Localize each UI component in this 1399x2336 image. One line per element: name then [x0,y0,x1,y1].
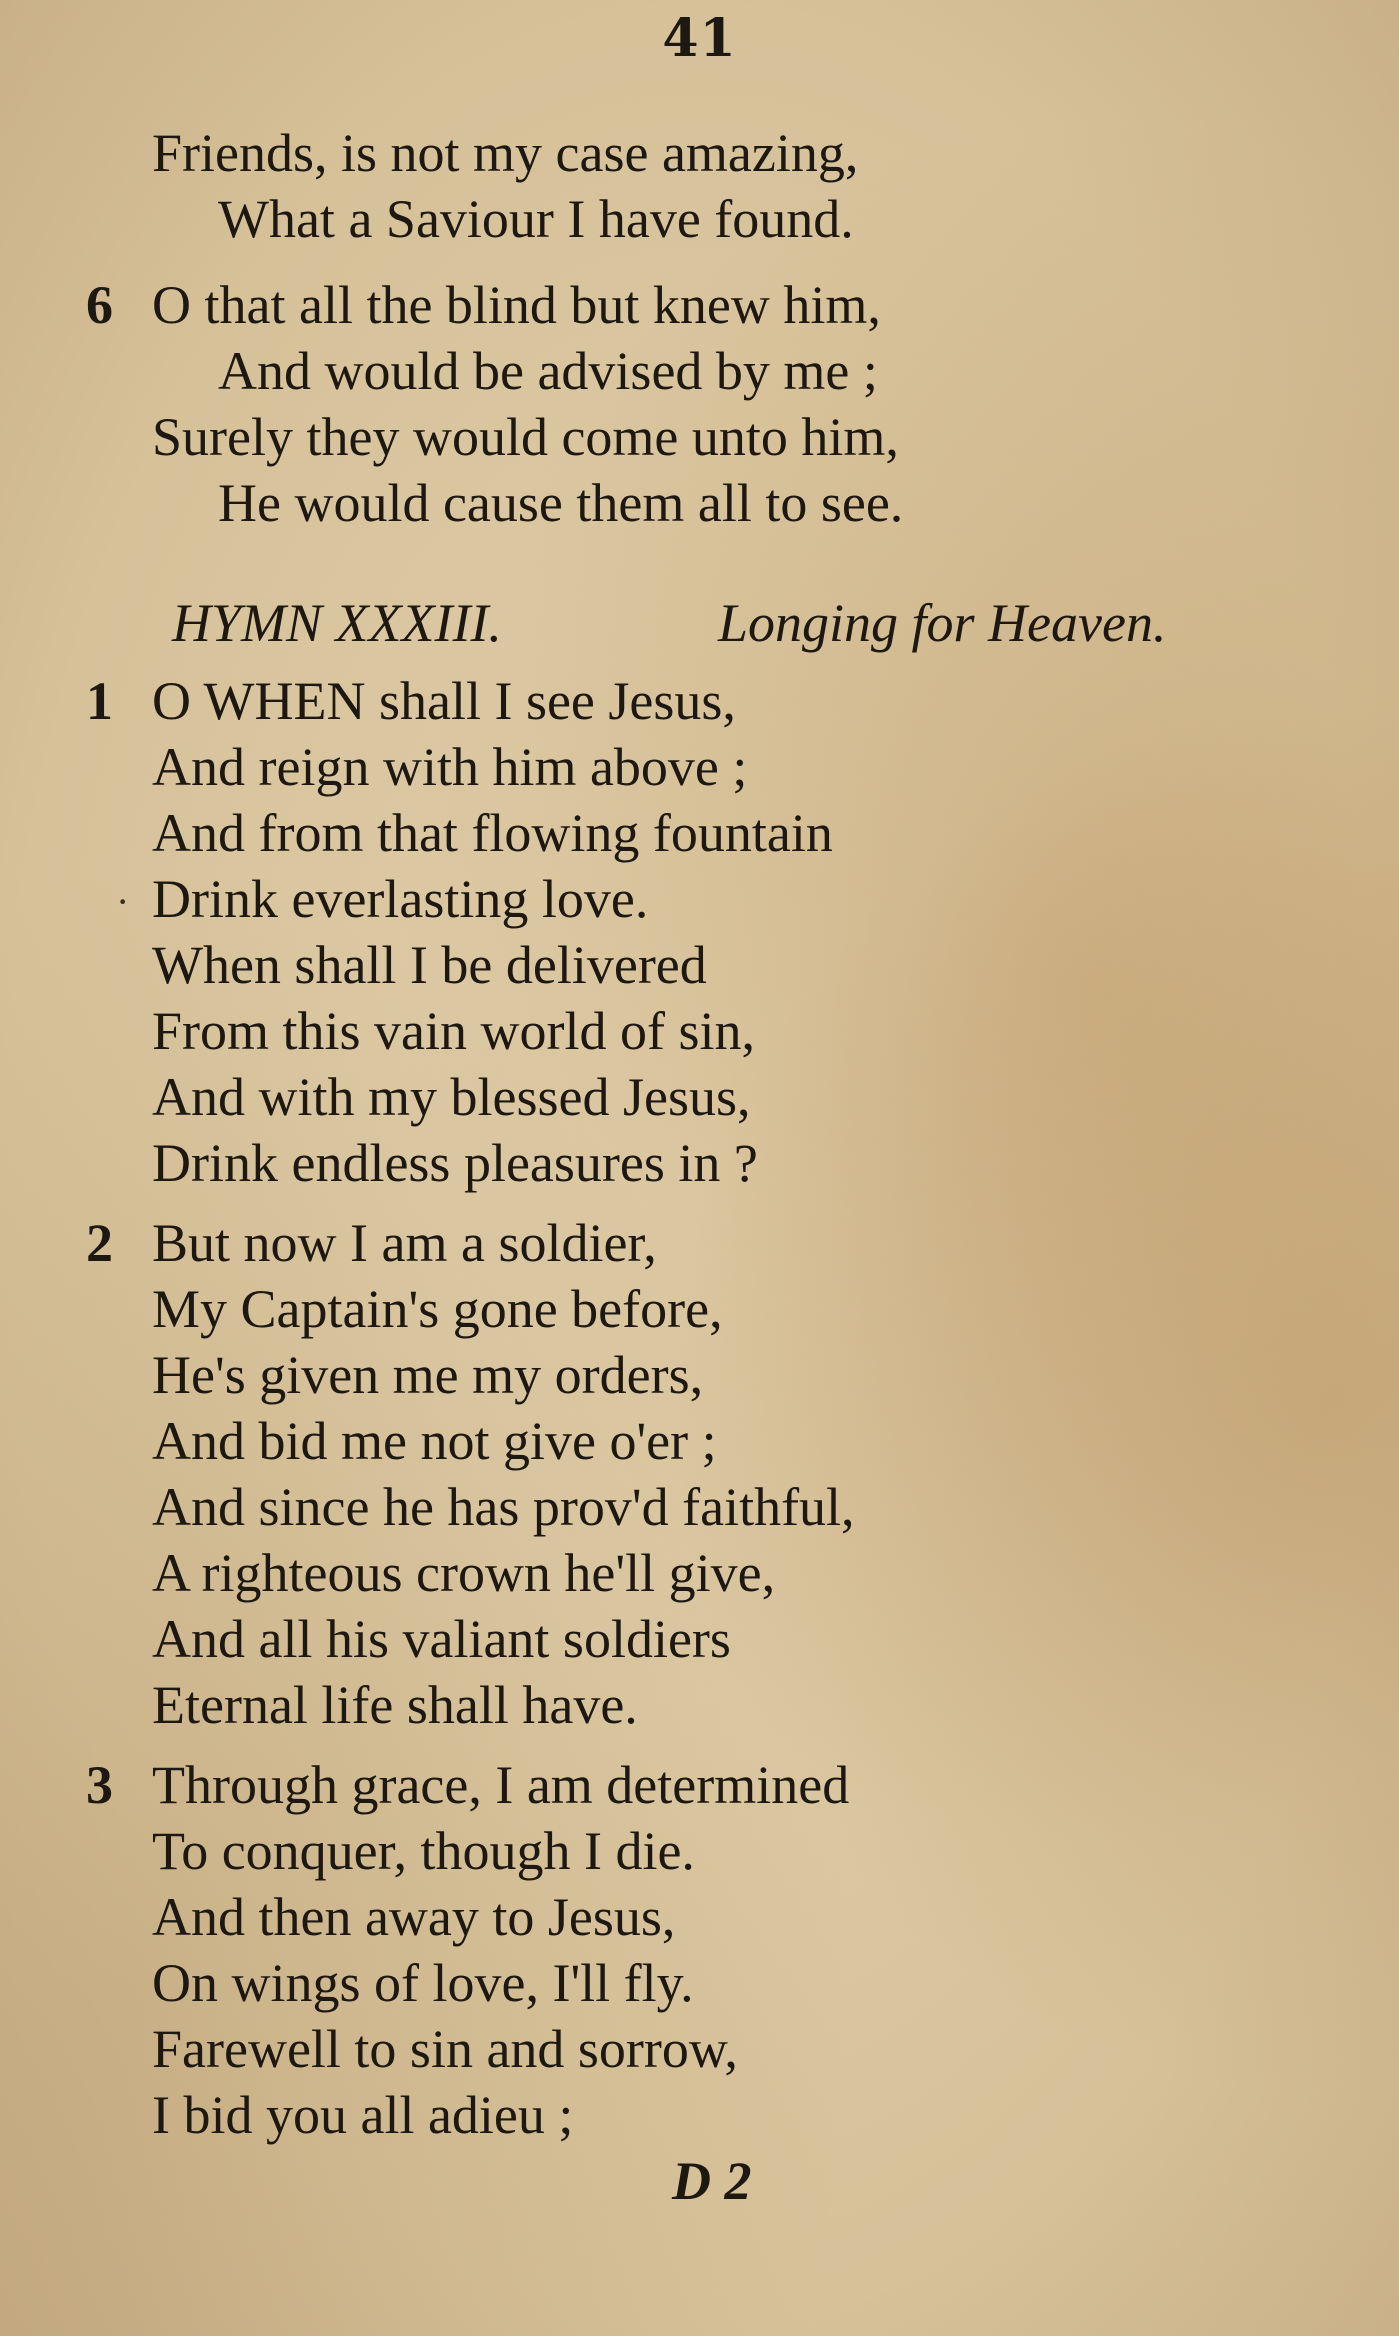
page-number: 41 [662,8,737,69]
verse-line: O that all the blind but knew him, [152,275,881,335]
hymn-title-heading: Longing for Heaven. [718,593,1167,653]
verse-line: On wings of love, I'll fly. [152,1953,694,2013]
verse-line: Drink endless pleasures in ? [152,1133,758,1193]
verse-line: A righteous crown he'll give, [152,1543,776,1603]
verse-line: And then away to Jesus, [152,1887,676,1947]
verse-line: And all his valiant soldiers [152,1609,731,1669]
verse-line: Eternal life shall have. [152,1675,638,1735]
stray-mark: · [116,879,130,924]
verse-line: My Captain's gone before, [152,1279,723,1339]
verse-number: 6 [86,275,113,335]
verse-line: And since he has prov'd faithful, [152,1477,855,1537]
verse-line: To conquer, though I die. [152,1821,695,1881]
verse-line: And reign with him above ; [152,737,748,797]
verse-line: Friends, is not my case amazing, [152,123,859,183]
verse-number: 2 [86,1213,113,1273]
signature-mark: D 2 [672,2151,752,2211]
verse-line: And bid me not give o'er ; [152,1411,717,1471]
verse-number: 1 [86,671,113,731]
verse-line: Drink everlasting love. [152,869,649,929]
verse-line: And from that flowing fountain [152,803,833,863]
verse-line: Surely they would come unto him, [152,407,899,467]
verse-line: He's given me my orders, [152,1345,704,1405]
verse-line: O WHEN shall I see Jesus, [152,671,736,731]
verse-line: And with my blessed Jesus, [152,1067,751,1127]
verse-line: From this vain world of sin, [152,1001,755,1061]
verse-line: Farewell to sin and sorrow, [152,2019,738,2079]
verse-number: 3 [86,1755,113,1815]
hymn-number-heading: HYMN XXXIII. [172,593,502,653]
verse-line: I bid you all adieu ; [152,2085,574,2145]
verse-line: But now I am a soldier, [152,1213,657,1273]
verse-line: And would be advised by me ; [218,341,878,401]
verse-line: Through grace, I am determined [152,1755,850,1815]
verse-line: What a Saviour I have found. [218,189,854,249]
verse-line: He would cause them all to see. [218,473,904,533]
verse-line: When shall I be delivered [152,935,707,995]
